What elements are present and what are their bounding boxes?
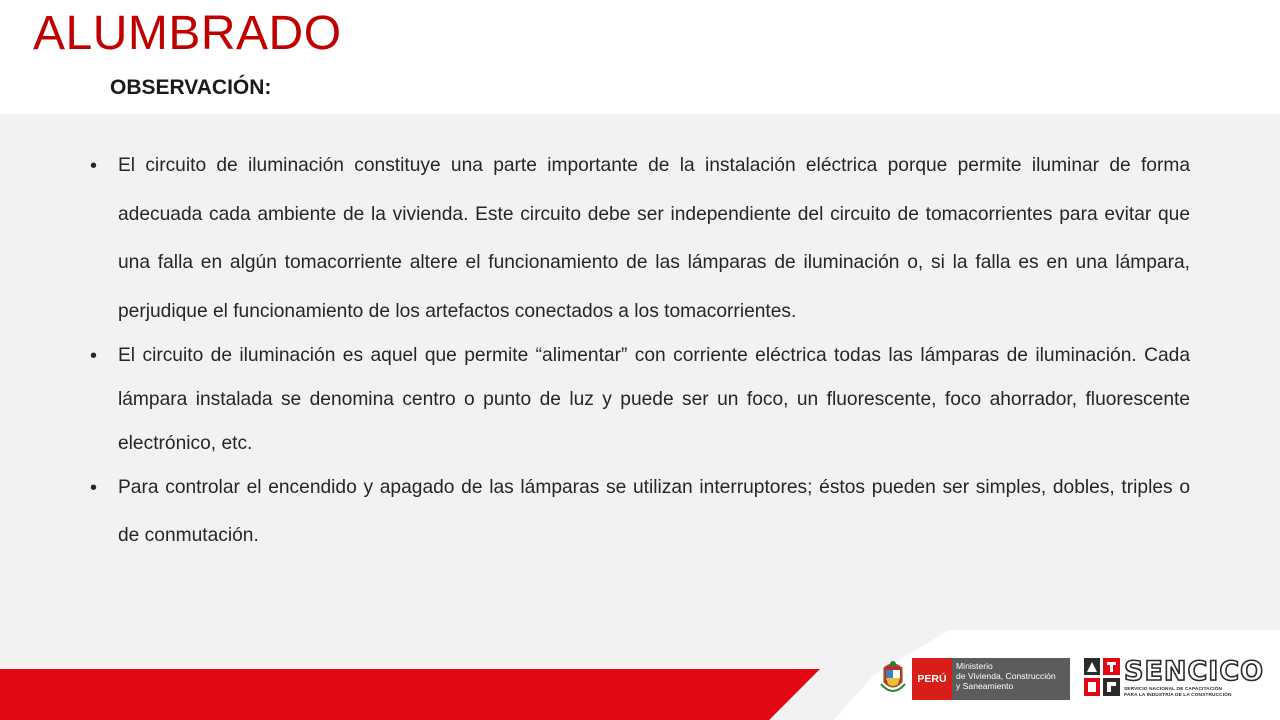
bullet-item: • El circuito de iluminación constituye una parte importante de la instalación eléctrica porque permite iluminar de forma adecuada cada ambiente de la vivienda. Este circuito debe ser independiente del circuito de tomacorrientes para evitar que una falla en algún tomacorriente altere el funcionamiento de las lámparas de iluminación o, si la falla es en una lámpara, perjudique el funcionamiento de los artefactos conectados a los tomacorrientes. (90, 142, 1190, 336)
ministry-logo (878, 658, 1070, 700)
sencico-emblem-icon (1084, 658, 1120, 696)
bullet-item: • El circuito de iluminación es aquel que permite “alimentar” con corriente eléctrica todas las lámparas de iluminación. Cada lámpara instalada se denomina centro o punto de luz y puede ser un foco, un fluorescente, foco ahorrador, fluorescente electrónico, etc. (90, 334, 1190, 466)
footer-red-band (0, 669, 820, 720)
slide-subtitle: OBSERVACIÓN: (110, 76, 272, 99)
sencico-logo (1084, 656, 1265, 700)
bullet-item: • Para controlar el encendido y apagado de las lámparas se utilizan interruptores; éstos pueden ser simples, dobles, triples o de conmutación. (90, 464, 1190, 560)
coat-of-arms-icon (878, 658, 908, 700)
bullet-list (90, 142, 1190, 560)
slide-title: ALUMBRADO (33, 7, 342, 60)
sencico-tagline: SERVICIO NACIONAL DE CAPACITACIÓN PARA LA INDUSTRIA DE LA CONSTRUCCIÓN (1124, 687, 1232, 698)
ministry-label: Ministerio de Vivienda, Construcción y Saneamiento (952, 658, 1070, 700)
sencico-wordmark: SENCICO (1124, 656, 1265, 687)
peru-label: PERÚ (912, 658, 952, 700)
